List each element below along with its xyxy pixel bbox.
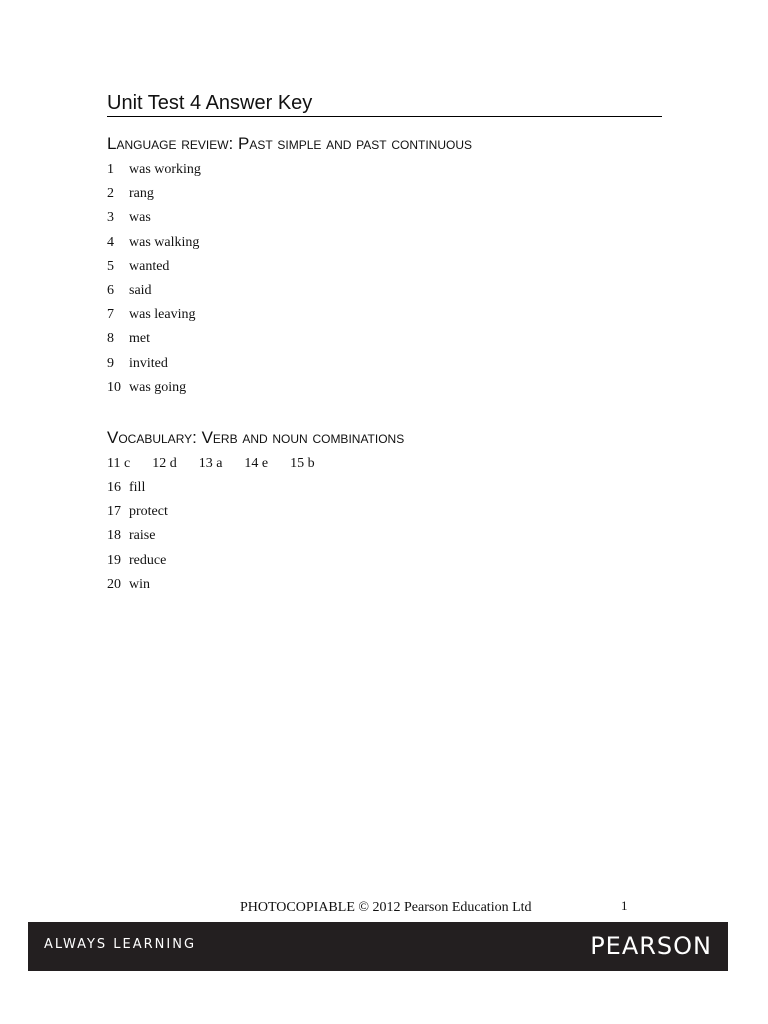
brand-tagline: ALWAYS LEARNING: [44, 937, 197, 952]
answer-text: fill: [129, 480, 146, 495]
answer-number: 5: [107, 258, 114, 274]
inline-answer-row: [107, 454, 337, 474]
page-number: 1: [621, 898, 628, 913]
brand-footer-bar: [28, 922, 728, 971]
answer-text: reduce: [129, 552, 167, 568]
answer-row: [107, 526, 168, 550]
answer-text: was going: [129, 379, 187, 395]
answer-number: 3: [107, 210, 114, 226]
answer-number: 16: [107, 480, 121, 495]
answer-number: 4: [107, 234, 114, 250]
answer-row: [107, 257, 201, 281]
answer-list-vocabulary: [107, 478, 168, 599]
answer-text: protect: [129, 504, 168, 520]
answer-number: 7: [107, 307, 114, 323]
answer-row: [107, 575, 168, 599]
answer-text: rang: [129, 186, 154, 202]
answer-row: [107, 233, 201, 257]
inline-answer: 15 b: [290, 456, 315, 471]
answer-row: [107, 281, 201, 305]
answer-row: [107, 329, 201, 353]
answer-number: 19: [107, 552, 121, 568]
answer-text: met: [129, 331, 150, 347]
inline-answer: 12 d: [152, 456, 177, 471]
answer-number: 8: [107, 331, 114, 347]
answer-text: was leaving: [129, 307, 196, 323]
pearson-logo: PEARSON: [590, 932, 712, 960]
answer-number: 10: [107, 379, 121, 395]
answer-text: was: [129, 210, 151, 226]
answer-text: win: [129, 576, 150, 592]
inline-answer: 14 e: [244, 456, 269, 471]
answer-row: [107, 160, 201, 184]
answer-row: [107, 551, 168, 575]
inline-answer: 11 c: [107, 456, 131, 471]
answer-number: 6: [107, 282, 114, 298]
answer-list-language-review: [107, 160, 201, 402]
answer-number: 2: [107, 186, 114, 202]
section-heading-language-review: Language review: Past simple and past continuous: [107, 134, 473, 153]
answer-number: 20: [107, 576, 121, 592]
answer-text: said: [129, 282, 152, 298]
answer-text: was walking: [129, 234, 200, 250]
answer-text: was working: [129, 162, 201, 177]
title-underline: [107, 116, 662, 117]
answer-row: [107, 502, 168, 526]
answer-number: 17: [107, 504, 121, 520]
answer-row: [107, 354, 201, 378]
answer-row: [107, 478, 168, 502]
answer-text: wanted: [129, 258, 170, 274]
answer-row: [107, 378, 201, 402]
answer-number: 18: [107, 528, 121, 544]
copyright-notice: PHOTOCOPIABLE © 2012 Pearson Education Ltd: [240, 900, 532, 915]
answer-number: 9: [107, 355, 114, 371]
answer-number: 1: [107, 162, 114, 177]
section-heading-vocabulary: Vocabulary: Verb and noun combinations: [107, 428, 405, 447]
answer-row: [107, 305, 201, 329]
answer-text: raise: [129, 528, 156, 544]
answer-row: [107, 208, 201, 232]
answer-text: invited: [129, 355, 168, 371]
page-title: Unit Test 4 Answer Key: [107, 92, 313, 114]
inline-answer: 13 a: [198, 456, 223, 471]
answer-row: [107, 184, 201, 208]
